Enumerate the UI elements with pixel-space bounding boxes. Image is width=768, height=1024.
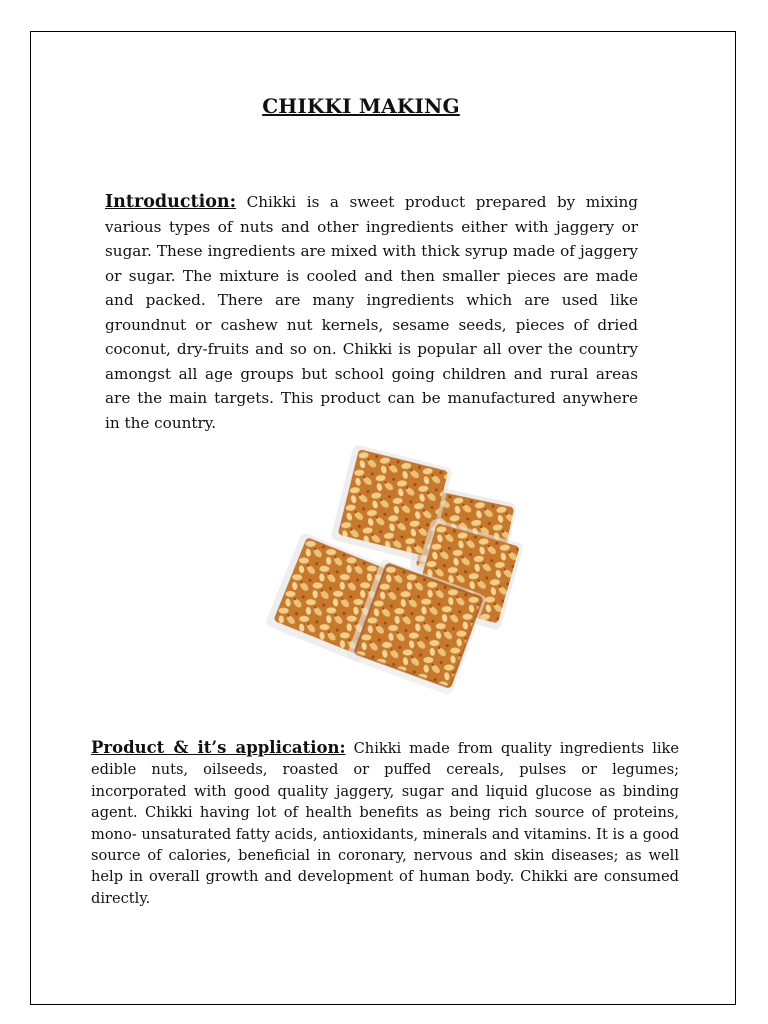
page-title: CHIKKI MAKING [262, 94, 460, 118]
introduction-body: Chikki is a sweet product prepared by mixing various types of nuts and other ingredients either with jaggery or sugar. These ingredients are mixed with thick syrup made of jaggery or sugar. The mixture is cooled and then smaller pieces are made and packed. There are many ingredients which are used like groundnut or cashew nut kernels, sesame seeds, pieces of dried coconut, dry-fruits and so on. Chikki is popular all over the country amongst all age groups but school going children and rural areas are the main targets. This product can be manufactured anywhere in the country. [105, 193, 638, 432]
product-application-paragraph [91, 737, 679, 909]
introduction-heading: Introduction: [105, 192, 237, 212]
product-application-heading: Product & it’s application: [91, 738, 346, 757]
chikki-photo [262, 430, 534, 712]
product-application-body: Chikki made from quality ingredients like edible nuts, oilseeds, roasted or puffed cereals, pulses or legumes; incorporated with good quality jaggery, sugar and liquid glucose as binding agent. Chikki having lot of health benefits as being rich source of proteins, mono- unsaturated fatty acids, antioxidants, minerals and vitamins. It is a good source of calories, beneficial in coronary, nervous and skin diseases; as well help in overall growth and development of human body. Chikki are consumed directly. [91, 740, 680, 907]
introduction-paragraph [105, 190, 638, 435]
